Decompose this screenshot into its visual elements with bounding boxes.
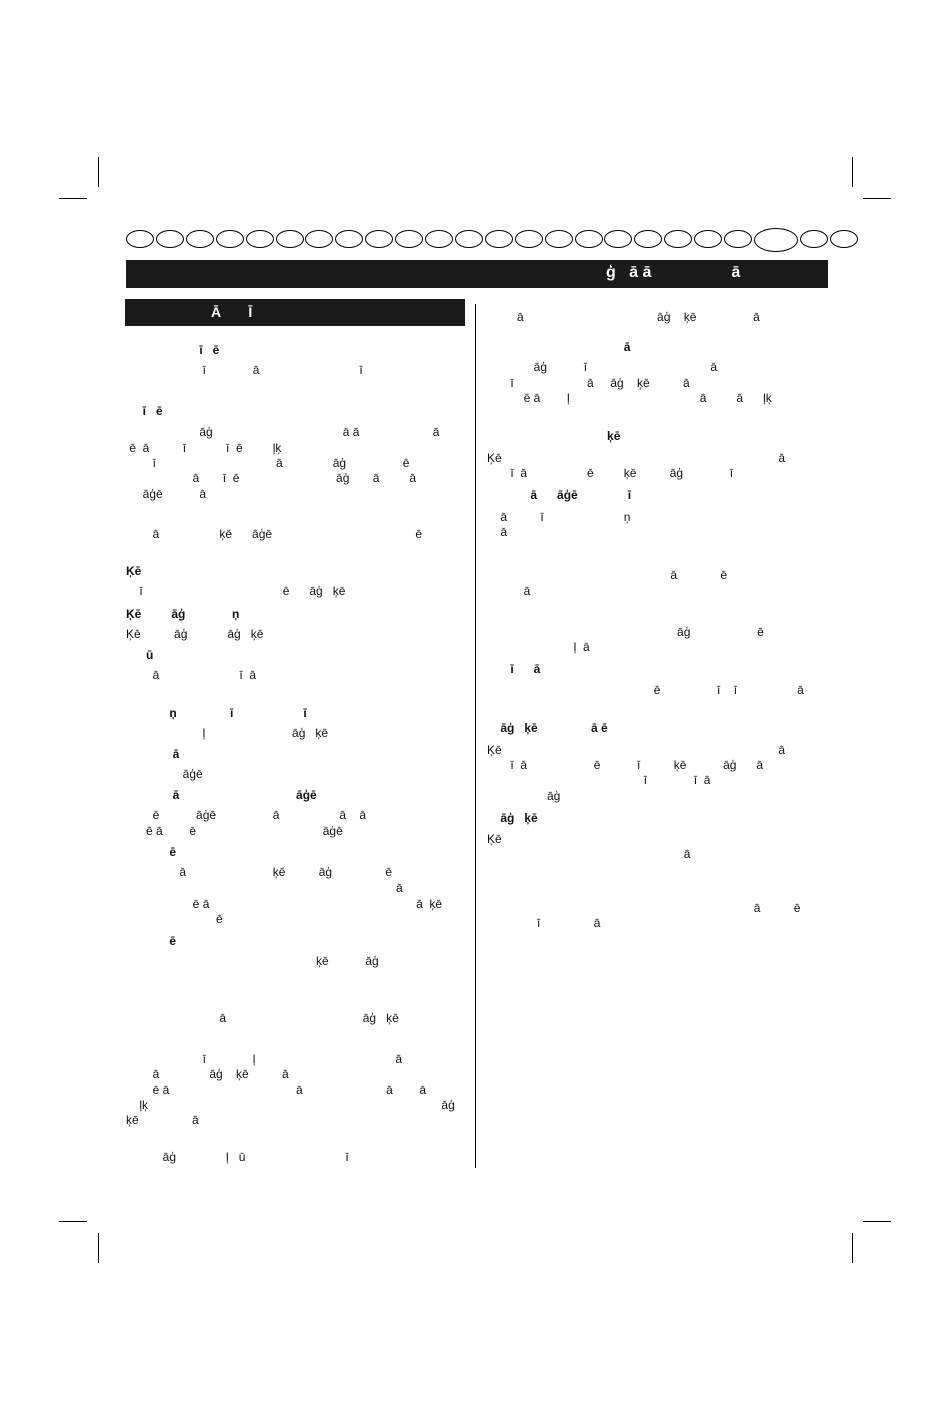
text-line: āģ ē: [487, 625, 764, 639]
language-tab-oval: [156, 230, 184, 248]
text-line: Ķē āģ āģ ķē: [126, 627, 264, 641]
language-tab-oval: [455, 230, 483, 248]
column-divider: [475, 304, 476, 1168]
text-line: ā āģē: [126, 788, 317, 802]
text-line: ē āģē ā ā ā: [126, 808, 367, 822]
language-tab-oval: [634, 230, 662, 248]
text-line: ā ī ņ: [487, 510, 631, 524]
text-line: āģ ļ ū ī: [126, 1150, 349, 1164]
crop-mark-top-right-h: [863, 198, 891, 199]
language-tab-oval: [216, 230, 244, 248]
crop-mark-bottom-left-h: [59, 1221, 87, 1222]
section-header: [125, 299, 465, 326]
text-line: Ķē: [126, 564, 142, 578]
language-tab-oval: [575, 230, 603, 248]
text-line: ā āģē ī: [487, 488, 632, 502]
text-line: ā ķē āģē ē: [126, 527, 423, 541]
text-line: ī ē: [126, 343, 220, 357]
text-line: āģē ā: [126, 487, 207, 501]
section-title: Ā Ī: [211, 304, 253, 320]
text-line: ī ā ī: [126, 363, 363, 377]
text-line: ā ē: [487, 901, 801, 915]
text-line: ī ī ā: [487, 773, 711, 787]
crop-mark-bottom-left-v: [98, 1233, 99, 1263]
language-tab-oval: [754, 228, 798, 252]
crop-mark-bottom-right-v: [852, 1233, 853, 1263]
text-line: ā: [487, 525, 508, 539]
language-tab-oval: [305, 230, 333, 248]
text-line: ī ļ ā: [126, 1052, 403, 1066]
language-tab-oval: [485, 230, 513, 248]
text-line: ē ā ā ā ā: [126, 1083, 427, 1097]
text-line: ļ āģ ķē: [126, 726, 329, 740]
language-tab-oval: [335, 230, 363, 248]
text-line: ņ ī ī: [126, 706, 307, 720]
text-line: āģ ā ā ā: [126, 425, 440, 439]
text-line: ā: [487, 340, 631, 354]
text-line: ī ā āģ ķē ā: [487, 376, 690, 390]
text-line: ī ā ē ī ķē āģ ā: [487, 758, 764, 772]
text-line: ī ā ē ķē āģ ī: [487, 466, 734, 480]
text-line: ē ā ļ ā ā ļķ: [487, 391, 772, 405]
language-tab-oval: [186, 230, 214, 248]
text-line: ī ā: [487, 916, 601, 930]
text-line: ā: [487, 847, 691, 861]
language-tab-oval: [276, 230, 304, 248]
text-line: ļ ā: [487, 640, 590, 654]
text-line: ā ē: [487, 568, 728, 582]
crop-mark-top-right-v: [852, 157, 853, 187]
language-tab-oval: [830, 230, 858, 248]
crop-mark-top-left-h: [59, 198, 87, 199]
language-tab-oval: [365, 230, 393, 248]
language-tab-oval: [545, 230, 573, 248]
text-line: ē ā ī ī ē ļķ: [126, 441, 282, 455]
text-line: ē ā ē āģē: [126, 824, 343, 838]
language-tab-oval: [515, 230, 543, 248]
banner-title: ģ ā ā ā: [606, 264, 741, 281]
crop-mark-bottom-right-h: [863, 1221, 891, 1222]
text-line: ķē: [487, 429, 621, 443]
text-line: ē: [126, 912, 223, 926]
text-line: ķē ā: [126, 1113, 199, 1127]
text-line: Ķē āģ ņ: [126, 607, 240, 621]
text-line: ā ī ā: [126, 668, 257, 682]
language-tab-oval: [126, 230, 154, 248]
text-line: ī ē: [126, 404, 163, 418]
text-line: Ķē ā: [487, 451, 786, 465]
text-line: ī ā: [487, 662, 541, 676]
text-line: ē: [126, 934, 177, 948]
header-banner: [126, 260, 828, 288]
language-tab-strip: [126, 228, 828, 252]
text-line: Ķē ā: [487, 743, 786, 757]
text-line: ā: [126, 747, 180, 761]
text-line: ā ī ē āģ ā ā: [126, 471, 417, 485]
language-tab-oval: [800, 230, 828, 248]
language-tab-oval: [664, 230, 692, 248]
language-tab-oval: [694, 230, 722, 248]
text-line: ī ē āģ ķē: [126, 584, 346, 598]
language-tab-oval: [425, 230, 453, 248]
language-tab-oval: [246, 230, 274, 248]
language-tab-oval: [724, 230, 752, 248]
text-line: ā āģ ķē: [126, 1011, 399, 1025]
text-line: ā ķē āģ ē: [126, 865, 393, 879]
language-tab-oval: [604, 230, 632, 248]
text-line: āģē: [126, 767, 203, 781]
text-line: ē: [126, 845, 177, 859]
text-line: Ķē: [487, 832, 502, 846]
text-line: āģ: [487, 789, 561, 803]
text-line: ī ā āģ ē: [126, 456, 410, 470]
text-line: ā āģ ķē ā: [126, 1067, 289, 1081]
text-line: ē ā ā ķē: [126, 897, 443, 911]
language-tab-oval: [395, 230, 423, 248]
text-line: ā āģ ķē ā: [487, 310, 760, 324]
text-line: ū: [126, 648, 154, 662]
text-line: āģ ķē ā ē: [487, 721, 608, 735]
text-line: āģ ķē: [487, 811, 538, 825]
text-line: ķē āģ: [126, 954, 379, 968]
crop-mark-top-left-v: [98, 157, 99, 187]
text-line: ē ī ī ā: [487, 683, 804, 697]
text-line: āģ ī ā: [487, 360, 718, 374]
text-line: ļķ āģ: [126, 1098, 455, 1112]
text-line: ā: [487, 584, 531, 598]
text-line: ā: [126, 881, 403, 895]
